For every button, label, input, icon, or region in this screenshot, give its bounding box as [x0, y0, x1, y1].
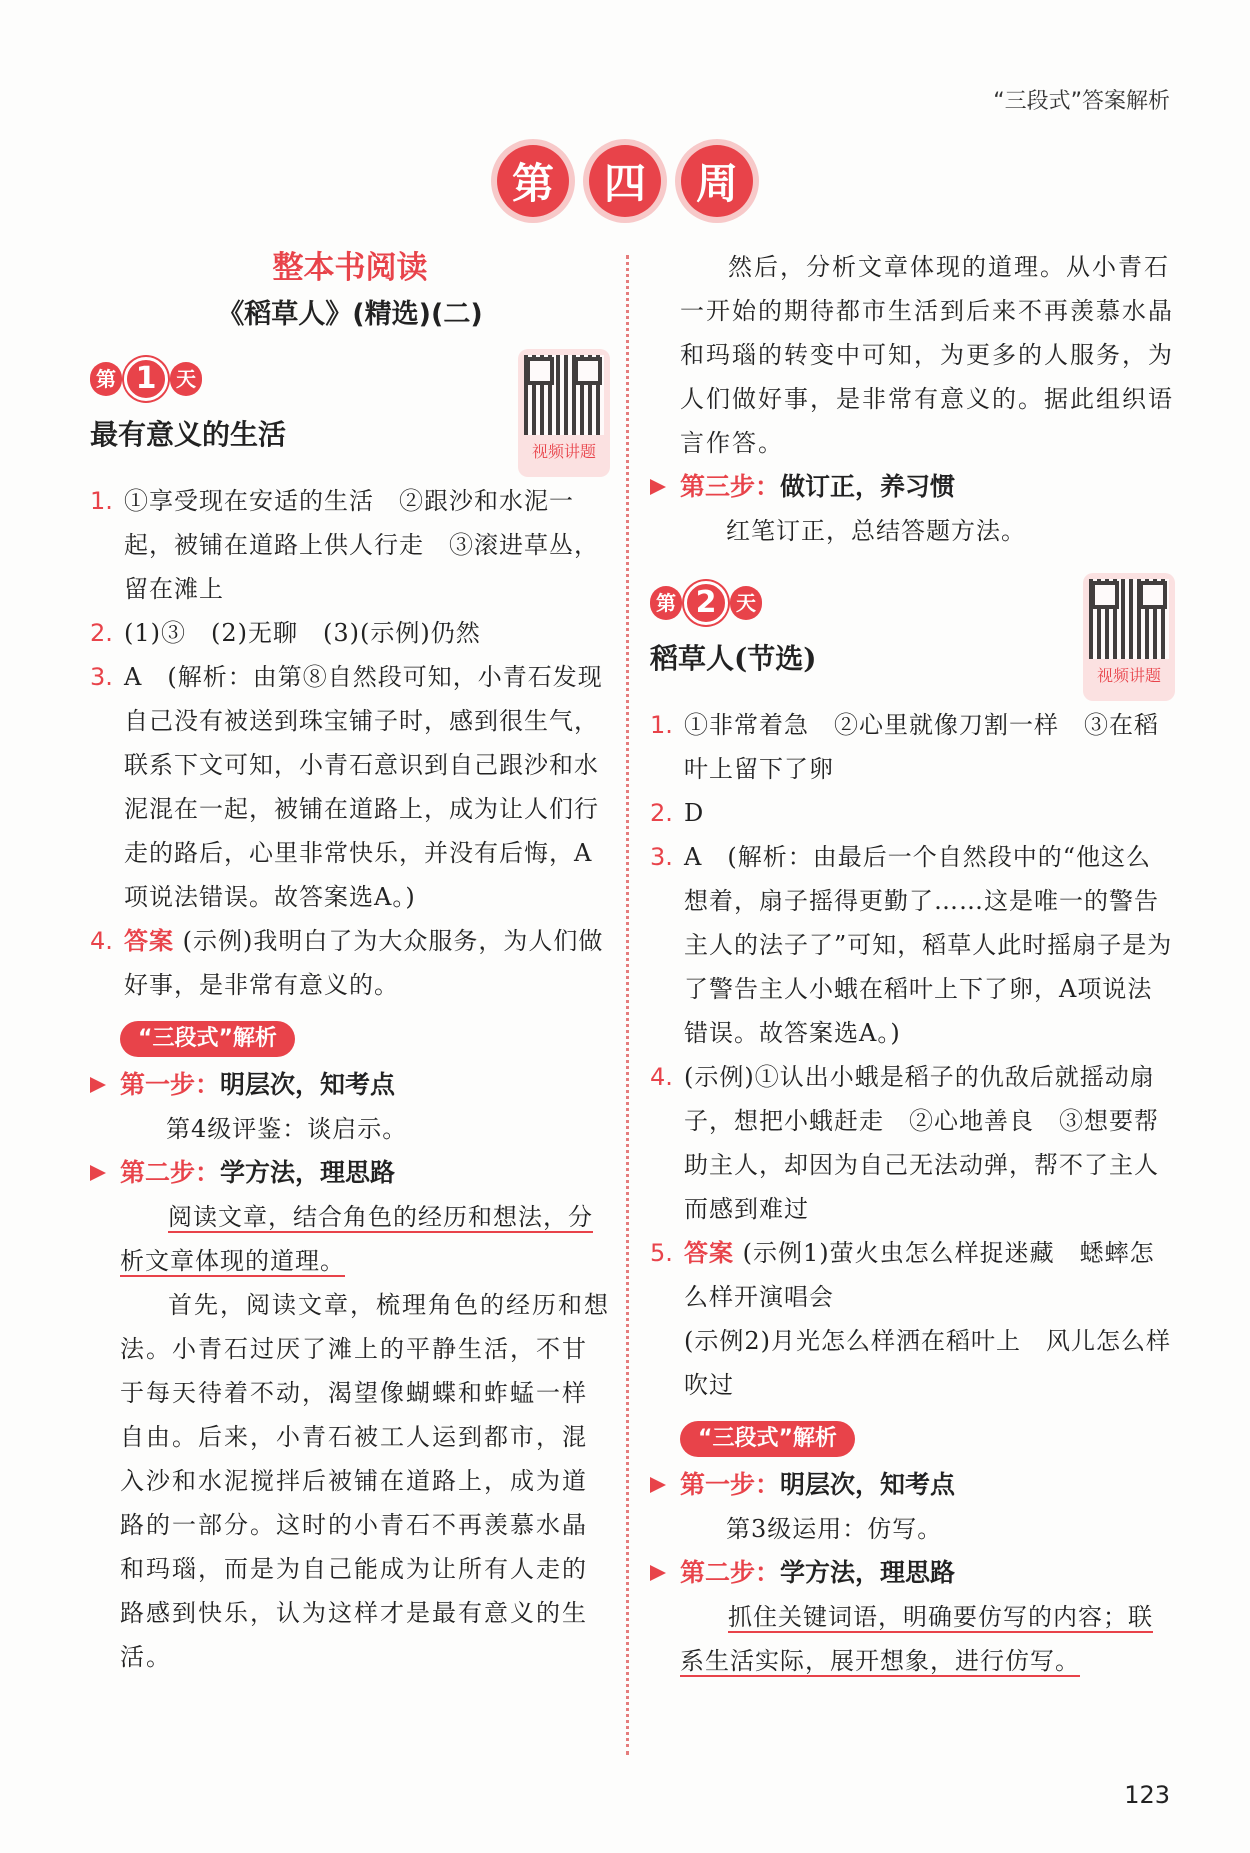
- answer-text-2: (示例2)月光怎么样洒在稻叶上 风儿怎么样吹过: [684, 1327, 1171, 1399]
- right-column: [650, 245, 1175, 1683]
- section-subtitle: 《稻草人》(精选)(二): [217, 299, 483, 330]
- column-divider: [626, 255, 629, 1755]
- section-title: 整本书阅读: [272, 250, 428, 286]
- step-desc: 学方法，理思路: [220, 1158, 396, 1187]
- answer-tag: 答案: [684, 1239, 734, 1267]
- item-number: 2.: [90, 619, 113, 647]
- step-body: 第3级运用：仿写。: [726, 1515, 943, 1543]
- step-name: 第三步：: [680, 472, 781, 501]
- item-number: 1.: [90, 487, 113, 515]
- day-badge: [90, 357, 202, 401]
- step-name: 第二步：: [120, 1158, 221, 1187]
- arrow-icon: [90, 1165, 106, 1181]
- method-text: [650, 1595, 1175, 1683]
- header-title: “三段式”答案解析: [993, 89, 1170, 114]
- answer-item: [90, 919, 610, 1007]
- step-name: 第一步：: [120, 1070, 221, 1099]
- sanduan-label: “三段式”解析: [120, 1021, 295, 1057]
- item-text: [684, 1231, 1175, 1407]
- item-number: 4.: [90, 927, 113, 955]
- analysis-paragraph: 首先，阅读文章，梳理角色的经历和想法。小青石过厌了滩上的平静生活，不甘于每天待着不动，渴望像蝴蝶和蚱蜢一样自由。后来，小青石被工人运到都市，混入沙和水泥搅拌后被铺在道路上，成为道路的一部分。这时的小青石不再羡慕水晶和玛瑙，而是为自己能成为让所有人走的路感到快乐，认为这样才是最有意义的生活。: [120, 1291, 610, 1671]
- step-2: [90, 1151, 610, 1195]
- item-number: 5.: [650, 1239, 673, 1267]
- day-heading: 最有意义的生活: [90, 418, 287, 451]
- item-text: D: [684, 799, 705, 827]
- analysis-paragraph: 然后，分析文章体现的道理。从小青石一开始的期待都市生活到后来不再羡慕水晶和玛瑙的转变中可知，为更多的人服务，为人们做好事，是非常有意义的。据此组织语言作答。: [680, 253, 1174, 457]
- arrow-icon: [90, 1077, 106, 1093]
- step-name: 第二步：: [680, 1558, 781, 1587]
- step-body: 第4级评鉴：谈启示。: [166, 1115, 408, 1143]
- day-heading: 稻草人(节选): [650, 642, 817, 675]
- day-badge: [650, 581, 762, 625]
- step-desc: 做订正，养习惯: [780, 472, 956, 501]
- day-suffix: 天: [730, 586, 762, 620]
- week-char-1: 第: [497, 145, 569, 217]
- day-2-header: [650, 573, 1175, 703]
- item-number: 1.: [650, 711, 673, 739]
- step-1: [90, 1063, 610, 1107]
- step-1: [650, 1463, 1175, 1507]
- answer-item: [650, 1231, 1175, 1407]
- item-number: 3.: [90, 663, 113, 691]
- answer-text: (示例)我明白了为大众服务，为人们做好事，是非常有意义的。: [124, 927, 604, 999]
- week-char-2: 四: [589, 145, 661, 217]
- day-1-header: [90, 349, 610, 479]
- qr-code-icon: [524, 355, 604, 435]
- answer-item: [90, 655, 610, 919]
- item-text: A (解析：由最后一个自然段中的“他这么想着，扇子摇得更勤了……这是唯一的警告主人的法子了”可知，稻草人此时摇扇子是为了警告主人小蛾在稻叶上下了卵，A项说法错误。故答案选A。): [684, 843, 1173, 1047]
- underlined-method: 抓住关键词语，明确要仿写的内容；联系生活实际，展开想象，进行仿写。: [680, 1603, 1153, 1675]
- item-text: ①非常着急 ②心里就像刀割一样 ③在稻叶上留下了卵: [684, 711, 1159, 783]
- step-desc: 明层次，知考点: [780, 1470, 956, 1499]
- answer-item: [90, 479, 610, 611]
- item-number: 4.: [650, 1063, 673, 1091]
- answer-item: [650, 835, 1175, 1055]
- day-prefix: 第: [90, 362, 122, 396]
- answer-item: [650, 703, 1175, 791]
- day-number: 1: [124, 357, 168, 401]
- qr-label: 视频讲题: [1096, 666, 1161, 685]
- arrow-icon: [650, 1477, 666, 1493]
- item-text: (1)③ (2)无聊 (3)(示例)仍然: [124, 619, 481, 647]
- sanduan-label: “三段式”解析: [680, 1421, 855, 1457]
- step-2: [650, 1551, 1175, 1595]
- qr-code-icon: [1089, 579, 1169, 659]
- item-number: 2.: [650, 799, 673, 827]
- answer-item: [90, 611, 610, 655]
- day-number: 2: [684, 581, 728, 625]
- step-desc: 学方法，理思路: [780, 1558, 956, 1587]
- answer-item: [650, 1055, 1175, 1231]
- day-prefix: 第: [650, 586, 682, 620]
- answer-item: [650, 791, 1175, 835]
- video-qr-button[interactable]: [518, 349, 610, 477]
- underlined-method: 阅读文章，结合角色的经历和想法，分析文章体现的道理。: [120, 1203, 593, 1275]
- step-desc: 明层次，知考点: [220, 1070, 396, 1099]
- week-char-3: 周: [681, 145, 753, 217]
- answer-tag: 答案: [124, 927, 174, 955]
- item-text: [124, 919, 610, 1007]
- item-text: A (解析：由第⑧自然段可知，小青石发现自己没有被送到珠宝铺子时，感到很生气，联系下文可知，小青石意识到自己跟沙和水泥混在一起，被铺在道路上，成为让人们行走的路后，心里非常快乐，并没有后悔，A项说法错误。故答案选A。): [124, 663, 603, 911]
- step-name: 第一步：: [680, 1470, 781, 1499]
- week-banner: [0, 145, 1250, 217]
- step-3: [650, 465, 1175, 509]
- step-body: 红笔订正，总结答题方法。: [726, 517, 1026, 545]
- page-number: 123: [1124, 1781, 1170, 1809]
- answer-text: (示例1)萤火虫怎么样捉迷藏 蟋蟀怎么样开演唱会: [684, 1239, 1155, 1311]
- video-qr-button[interactable]: [1083, 573, 1175, 701]
- arrow-icon: [650, 479, 666, 495]
- qr-label: 视频讲题: [531, 442, 596, 461]
- item-text: ①享受现在安适的生活 ②跟沙和水泥一起，被铺在道路上供人行走 ③滚进草丛，留在滩上: [124, 487, 599, 603]
- left-column: [90, 245, 610, 1679]
- arrow-icon: [650, 1565, 666, 1581]
- item-text: (示例)①认出小蛾是稻子的仇敌后就摇动扇子，想把小蛾赶走 ②心地善良 ③想要帮助主人，却因为自己无法动弹，帮不了主人而感到难过: [684, 1063, 1159, 1223]
- item-number: 3.: [650, 843, 673, 871]
- method-text: [90, 1195, 610, 1283]
- day-suffix: 天: [170, 362, 202, 396]
